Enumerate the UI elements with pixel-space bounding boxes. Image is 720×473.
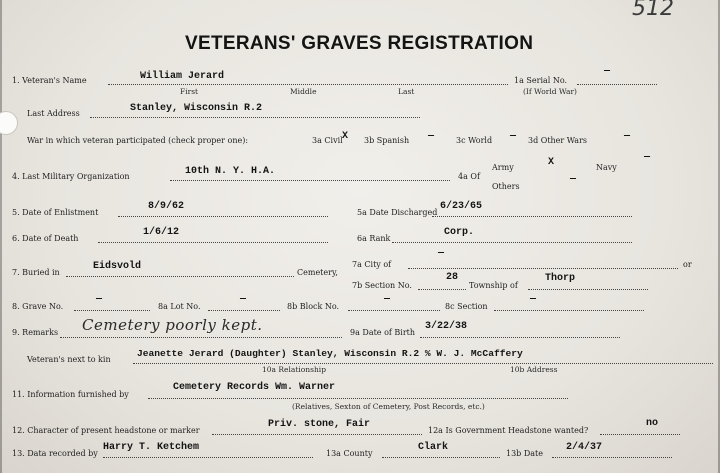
label-cemetery: Cemetery,: [297, 268, 338, 277]
discharged-line: [432, 216, 632, 217]
label-lot-no: 8a Lot No.: [158, 302, 201, 311]
label-last: Last: [398, 87, 415, 96]
label-military-org: 4. Last Military Organization: [12, 172, 130, 181]
remarks-line: [60, 337, 342, 338]
value-spanish: —: [428, 131, 435, 142]
value-rank: Corp.: [444, 227, 475, 238]
value-serial-no: —: [604, 66, 611, 77]
city-line: [408, 268, 678, 269]
card-left-edge: [0, 0, 2, 473]
township-line: [528, 289, 648, 290]
label-city-of: 7a City of: [352, 260, 392, 269]
death-line: [98, 242, 328, 243]
headstone-line: [212, 434, 422, 435]
label-section-no: 7b Section No.: [352, 281, 412, 290]
label-navy: Navy: [596, 163, 617, 172]
serial-line: [577, 84, 657, 85]
label-date-13b: 13b Date: [506, 449, 543, 458]
label-war-question: War in which veteran participated (check proper one):: [27, 136, 249, 145]
value-world: —: [510, 131, 517, 142]
enlistment-line: [118, 216, 328, 217]
value-civil: X: [342, 131, 349, 142]
label-world: 3c World: [456, 136, 493, 145]
buried-line: [66, 276, 294, 277]
label-or: or: [683, 260, 692, 269]
label-death: 6. Date of Death: [12, 234, 79, 243]
label-others: Others: [492, 182, 520, 191]
label-gov-headstone: 12a Is Government Headstone wanted?: [428, 426, 589, 435]
address-line: [90, 117, 420, 118]
label-township-of: Township of: [469, 281, 518, 290]
value-discharged: 6/23/65: [440, 201, 483, 212]
info-line: [148, 398, 568, 399]
value-gov-headstone: no: [646, 418, 659, 429]
rank-line: [392, 242, 632, 243]
value-headstone: Priv. stone, Fair: [268, 419, 371, 430]
label-headstone: 12. Character of present headstone or marker: [12, 426, 200, 435]
label-civil: 3a Civil: [312, 136, 343, 145]
value-navy: —: [644, 152, 651, 163]
birth-line: [420, 337, 620, 338]
label-relationship: 10a Relationship: [262, 365, 326, 374]
label-address-10b: 10b Address: [510, 365, 558, 374]
value-block-no: —: [384, 294, 391, 305]
card-number: 512: [632, 0, 674, 21]
value-death: 1/6/12: [143, 227, 180, 238]
value-remarks: Cemetery poorly kept.: [82, 316, 263, 334]
kin-line: [133, 363, 713, 364]
value-section: —: [530, 294, 537, 305]
county-line: [382, 457, 500, 458]
value-birth: 3/22/38: [425, 321, 468, 332]
punch-hole: [0, 111, 18, 135]
form-title: VETERANS' GRAVES REGISTRATION: [185, 33, 534, 54]
label-serial-no: 1a Serial No.: [514, 76, 568, 85]
value-army: X: [548, 157, 555, 168]
value-grave-no: —: [96, 294, 103, 305]
section-no-line: [418, 289, 466, 290]
label-buried-in: 7. Buried in: [12, 268, 60, 277]
label-info-sub: (Relatives, Sexton of Cemetery, Post Records, etc.): [292, 402, 485, 411]
value-others: —: [570, 174, 577, 185]
value-county: Clark: [418, 442, 449, 453]
label-county: 13a County: [326, 449, 373, 458]
label-recorded-by: 13. Data recorded by: [12, 449, 98, 458]
label-first: First: [180, 87, 199, 96]
label-grave-no: 8. Grave No.: [12, 302, 64, 311]
label-spanish: 3b Spanish: [364, 136, 410, 145]
lot-line: [208, 310, 280, 311]
label-middle: Middle: [290, 87, 317, 96]
value-date: 2/4/37: [566, 442, 603, 453]
value-city-of: —: [438, 248, 445, 259]
name-line: [108, 84, 508, 85]
value-organization: 10th N. Y. H.A.: [185, 166, 276, 177]
label-remarks: 9. Remarks: [12, 328, 59, 337]
value-other-wars: —: [624, 131, 631, 142]
label-other-wars: 3d Other Wars: [528, 136, 588, 145]
label-enlistment: 5. Date of Enlistment: [12, 208, 99, 217]
recorded-line: [103, 457, 313, 458]
value-buried-in: Eidsvold: [93, 261, 142, 272]
label-block-no: 8b Block No.: [287, 302, 340, 311]
value-recorded-by: Harry T. Ketchem: [103, 442, 200, 453]
label-discharged: 5a Date Discharged: [357, 208, 438, 217]
label-rank: 6a Rank: [357, 234, 391, 243]
value-enlistment: 8/9/62: [148, 201, 185, 212]
label-if-world-war: (If World War): [523, 87, 577, 96]
value-info-furnished: Cemetery Records Wm. Warner: [173, 382, 336, 393]
grave-line: [74, 310, 150, 311]
section-line: [494, 310, 644, 311]
label-veterans-name: 1. Veteran's Name: [12, 76, 87, 85]
label-birth: 9a Date of Birth: [350, 328, 416, 337]
label-last-address: Last Address: [27, 109, 80, 118]
label-army: Army: [492, 163, 514, 172]
org-line: [170, 180, 450, 181]
value-section-no: 28: [446, 272, 459, 283]
label-info-furnished: 11. Information furnished by: [12, 390, 129, 399]
date-line: [552, 457, 672, 458]
value-address: Stanley, Wisconsin R.2: [130, 103, 263, 114]
gov-headstone-line: [600, 434, 680, 435]
label-of: 4a Of: [458, 172, 480, 181]
value-lot-no: —: [240, 294, 247, 305]
value-name: William Jerard: [140, 71, 225, 82]
label-section: 8c Section: [445, 302, 488, 311]
label-next-of-kin: Veteran's next to kin: [27, 355, 111, 364]
block-line: [348, 310, 440, 311]
value-township: Thorp: [545, 273, 576, 284]
value-next-of-kin: Jeanette Jerard (Daughter) Stanley, Wisconsin R.2 % W. J. McCaffery: [137, 348, 523, 359]
